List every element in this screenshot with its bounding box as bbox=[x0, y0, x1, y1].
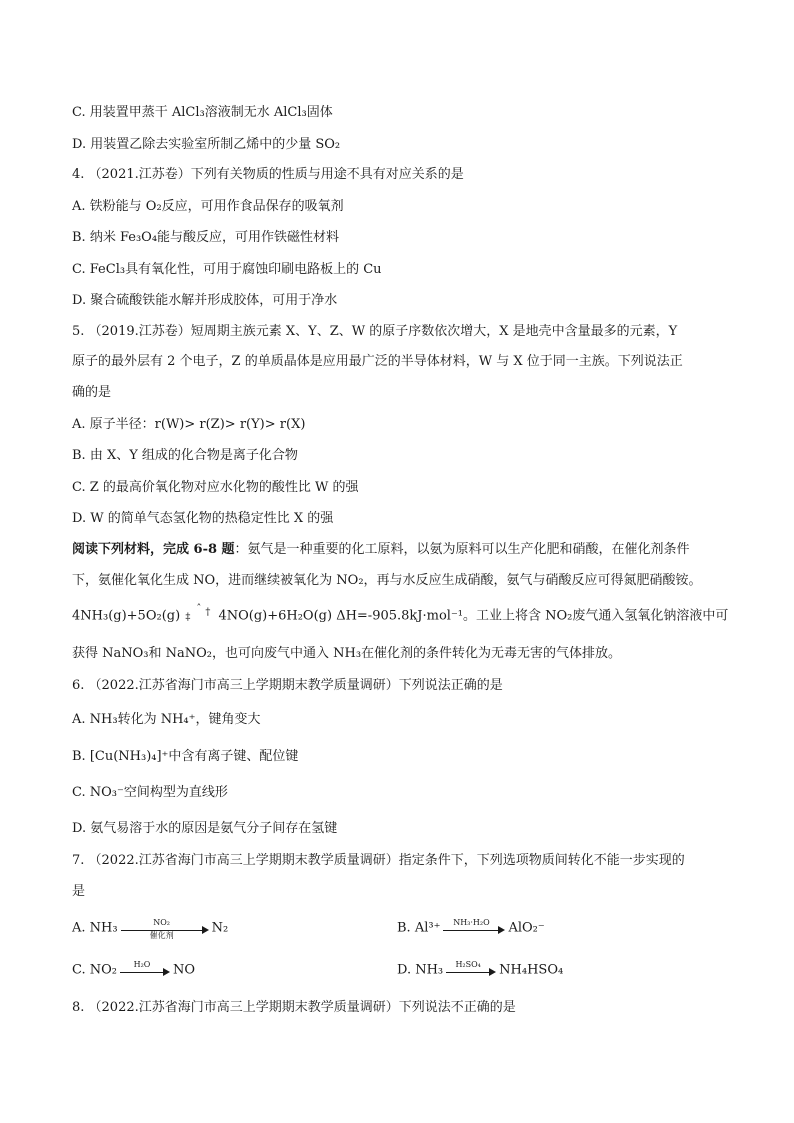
option-line: C. FeCl₃具有氧化性，可用于腐蚀印刷电路板上的 Cu bbox=[72, 262, 382, 277]
option-line: D. 氨气易溶于水的原因是氨气分子间存在氢键 bbox=[72, 821, 338, 836]
arrow-condition-top: H₂O bbox=[133, 960, 151, 969]
option-line: D. 聚合硫酸铁能水解并形成胶体，可用于净水 bbox=[72, 293, 338, 308]
option-line: A. 铁粉能与 O₂反应，可用作食品保存的吸氧剂 bbox=[72, 199, 344, 214]
q7-d-reactant: D. NH₃ bbox=[397, 962, 444, 978]
reading-material-text: ：氨气是一种重要的化工原料，以氨为原料可以生产化肥和硝酸，在催化剂条件 bbox=[234, 542, 690, 557]
reaction-equation bbox=[72, 604, 729, 626]
reversible-arrow-icon bbox=[184, 604, 214, 625]
question-5-stem-cont: 确的是 bbox=[72, 385, 112, 400]
q7-option-c bbox=[72, 961, 195, 980]
q7-d-product: NH₄HSO₄ bbox=[499, 962, 564, 978]
option-line: B. 由 X、Y 组成的化合物是离子化合物 bbox=[72, 448, 298, 463]
q7-b-product: AlO₂⁻ bbox=[508, 920, 545, 936]
arrow-condition-bottom: 催化剂 bbox=[149, 931, 174, 940]
question-6-stem: 6. （2022.江苏省海门市高三上学期期末教学质量调研）下列说法正确的是 bbox=[72, 678, 503, 693]
reaction-arrow-icon bbox=[446, 961, 496, 979]
reaction-arrow-icon bbox=[443, 919, 505, 937]
q7-b-reactant: B. Al³⁺ bbox=[397, 920, 441, 936]
q7-option-d bbox=[397, 961, 563, 980]
option-line: C. NO₃⁻空间构型为直线形 bbox=[72, 785, 228, 800]
option-line: D. 用装置乙除去实验室所制乙烯中的少量 SO₂ bbox=[72, 137, 341, 152]
question-7-stem-cont: 是 bbox=[72, 884, 86, 899]
reading-material-text: 获得 NaNO₃和 NaNO₂，也可向废气中通入 NH₃在催化剂的条件转化为无毒无害的气体排放。 bbox=[72, 646, 622, 661]
reading-material-intro bbox=[72, 541, 724, 559]
question-5-stem: 5. （2019.江苏卷）短周期主族元素 X、Y、Z、W 的原子序数依次增大，X 是地壳中含量最多的元素，Y bbox=[72, 324, 678, 339]
reversible-symbol-part: † bbox=[205, 607, 211, 618]
q7-c-reactant: C. NO₂ bbox=[72, 962, 117, 978]
reaction-arrow-icon bbox=[120, 961, 170, 979]
option-line: B. 纳米 Fe₃O₄能与酸反应，可用作铁磁性材料 bbox=[72, 230, 340, 245]
q7-option-b bbox=[397, 919, 545, 938]
option-line: C. 用装置甲蒸干 AlCl₃溶液制无水 AlCl₃固体 bbox=[72, 105, 333, 120]
question-8-stem: 8. （2022.江苏省海门市高三上学期期末教学质量调研）下列说法不正确的是 bbox=[72, 1000, 516, 1015]
question-5-stem-cont: 原子的最外层有 2 个电子，Z 的单质晶体是应用最广泛的半导体材料，W 与 X 位于同一主族。下列说法正 bbox=[72, 354, 683, 369]
reversible-symbol-part: ‡ bbox=[185, 612, 191, 623]
reversible-symbol-part: ˆ bbox=[196, 604, 202, 615]
reading-material-heading: 阅读下列材料，完成 6-8 题 bbox=[72, 542, 235, 557]
option-line: C. Z 的最高价氧化物对应水化物的酸性比 W 的强 bbox=[72, 480, 359, 495]
q7-c-product: NO bbox=[173, 962, 196, 978]
equation-reactants: 4NH₃(g)+5O₂(g) bbox=[72, 608, 181, 624]
option-line: B. [Cu(NH₃)₄]⁺中含有离子键、配位键 bbox=[72, 749, 299, 764]
arrow-condition-top: NO₂ bbox=[153, 918, 170, 927]
reaction-arrow-icon bbox=[121, 918, 209, 940]
option-line: D. W 的简单气态氢化物的热稳定性比 X 的强 bbox=[72, 511, 334, 526]
question-4-stem: 4. （2021.江苏卷）下列有关物质的性质与用途不具有对应关系的是 bbox=[72, 167, 464, 182]
q7-a-reactant: A. NH₃ bbox=[72, 920, 118, 936]
option-line: A. 原子半径：r(W)> r(Z)> r(Y)> r(X) bbox=[72, 417, 306, 432]
q7-a-product: N₂ bbox=[211, 920, 229, 936]
reading-material-text: 下，氨催化氧化生成 NO，进而继续被氧化为 NO₂，再与水反应生成硝酸，氨气与硝酸反应可得氮肥硝酸铵。 bbox=[72, 573, 702, 588]
option-line: A. NH₃转化为 NH₄⁺，键角变大 bbox=[72, 712, 261, 727]
question-7-stem: 7. （2022.江苏省海门市高三上学期期末教学质量调研）指定条件下，下列选项物质间转化不能一步实现的 bbox=[72, 853, 685, 868]
arrow-condition-top: NH₃·H₂O bbox=[453, 918, 490, 927]
equation-products: 4NO(g)+6H₂O(g) ΔH=-905.8kJ·mol⁻¹。工业上将含 NO₂废气通入氢氧化钠溶液中可 bbox=[218, 608, 729, 624]
arrow-condition-top: H₂SO₄ bbox=[455, 960, 481, 969]
q7-option-a bbox=[72, 919, 228, 938]
